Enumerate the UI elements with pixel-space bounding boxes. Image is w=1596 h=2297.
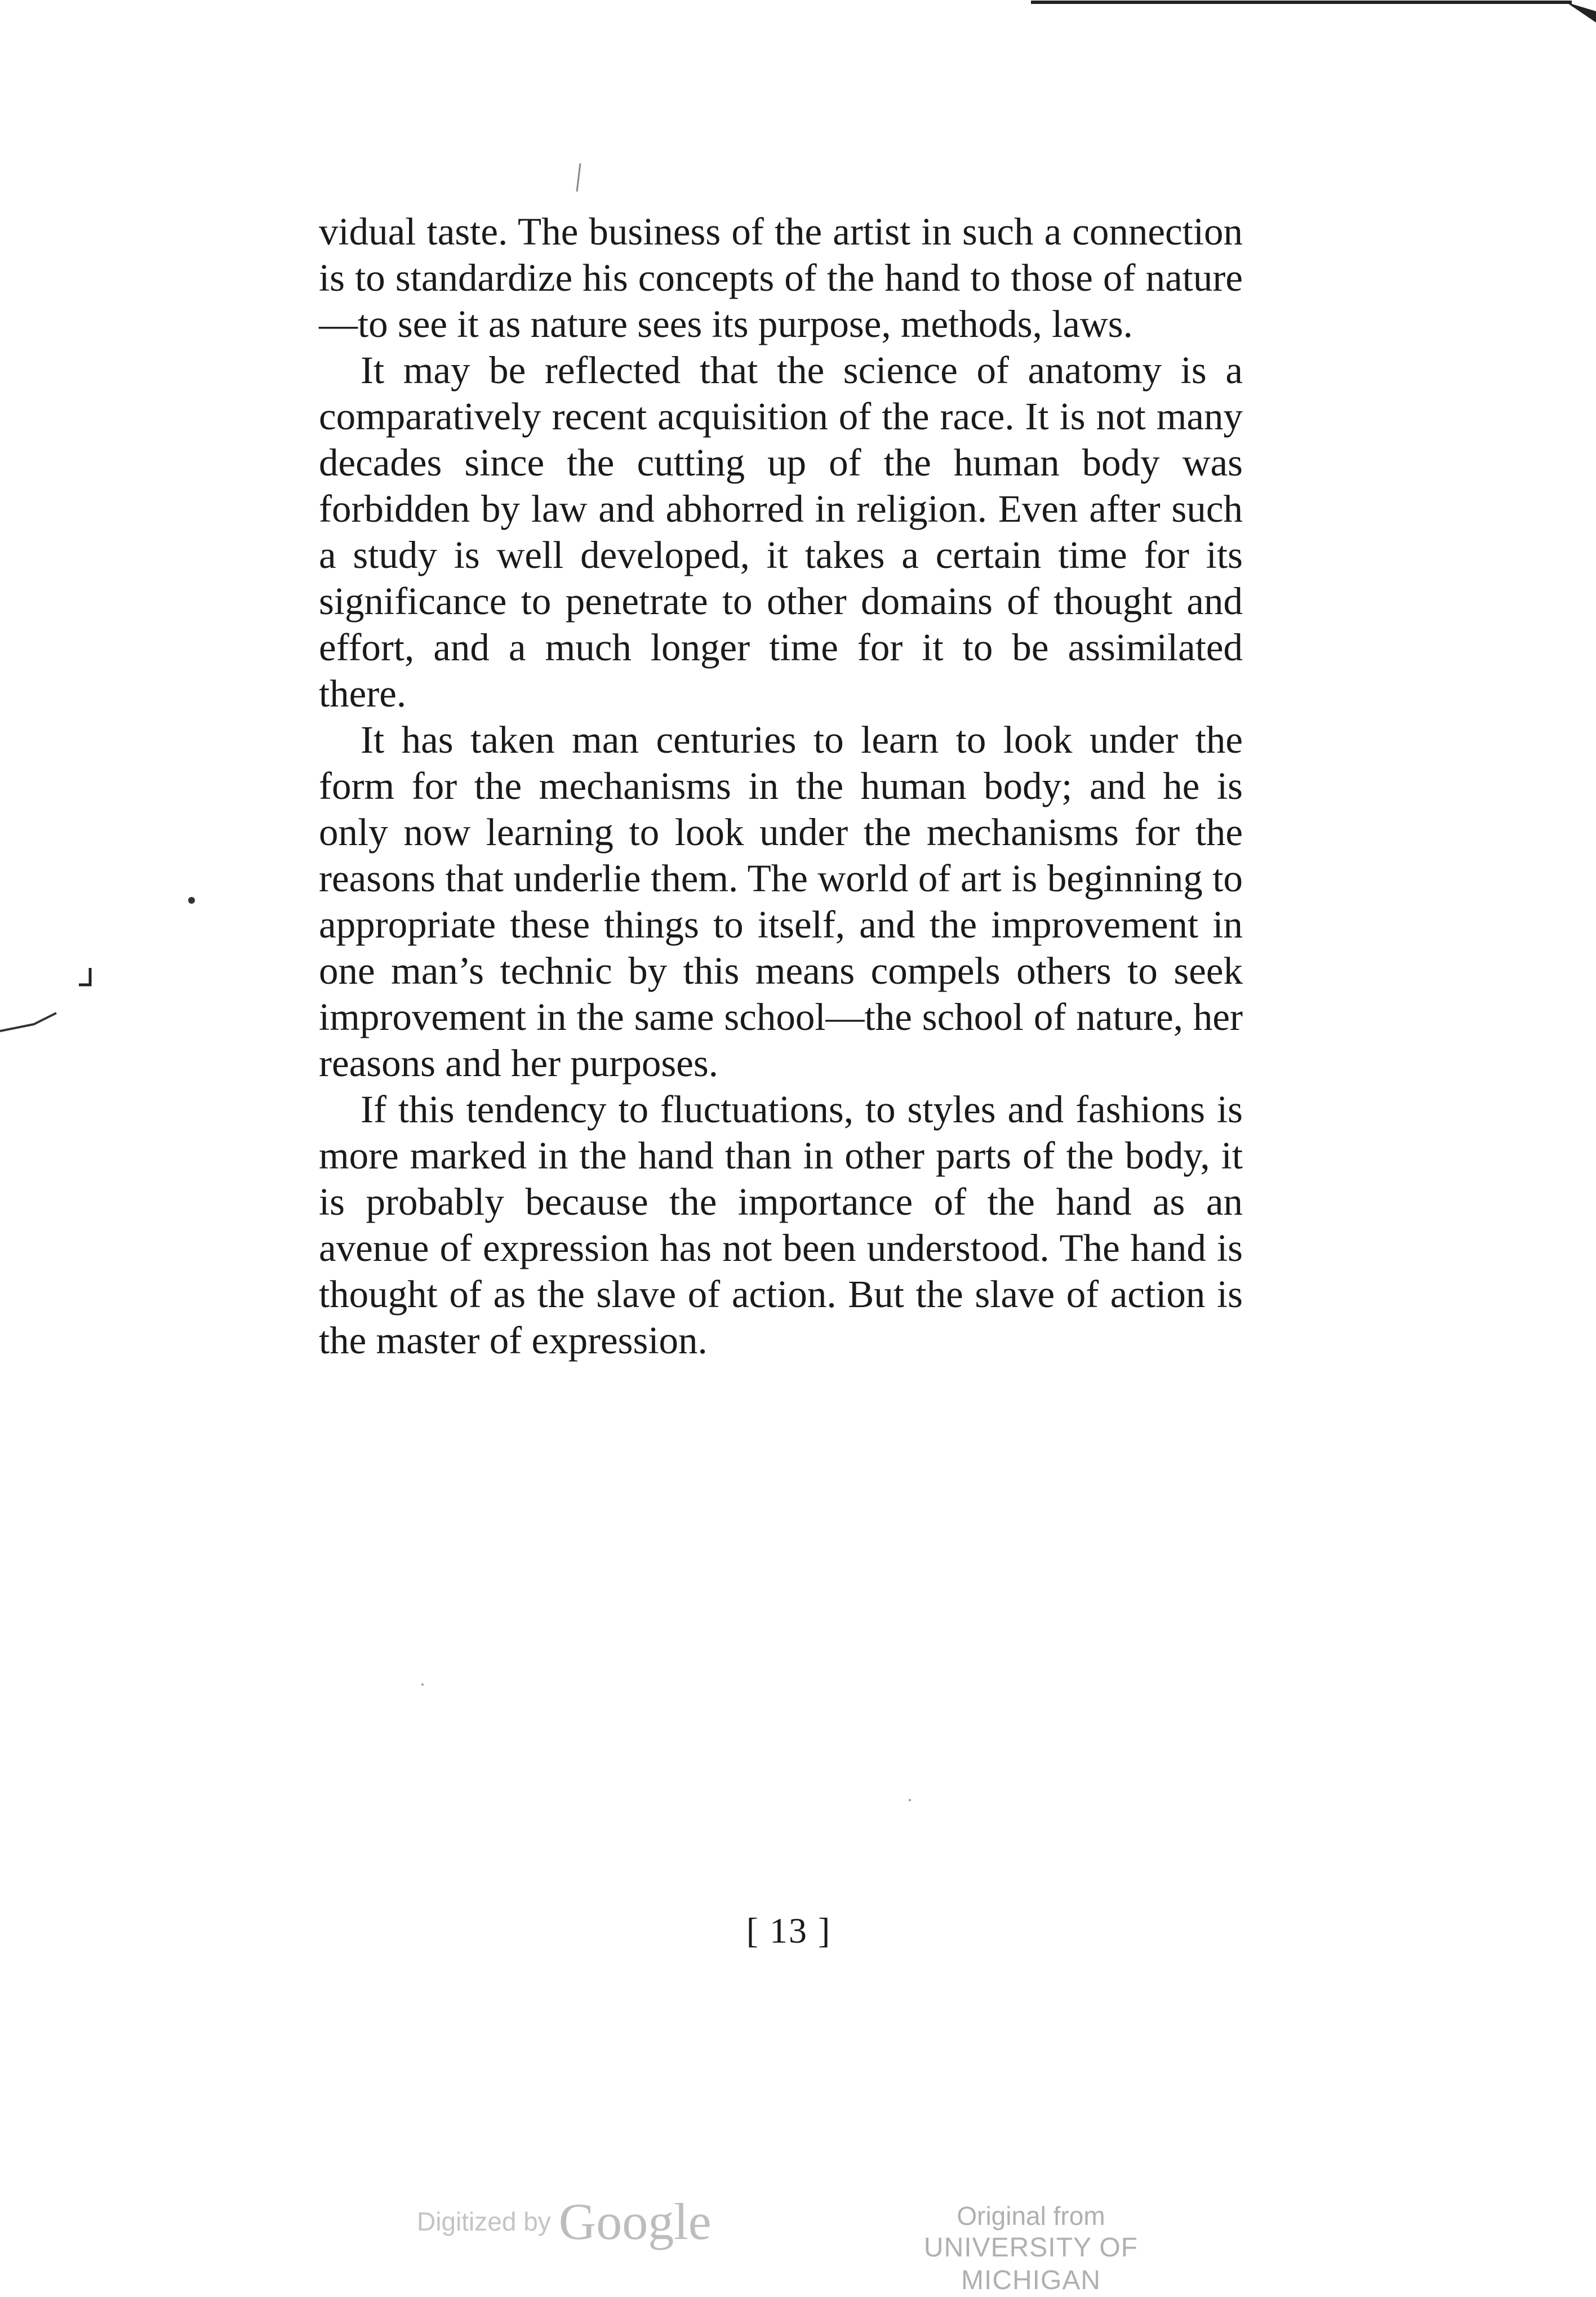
digitized-by-label: Digitized by <box>417 2207 551 2236</box>
original-from-watermark <box>862 2200 1200 2297</box>
institution-name: UNIVERSITY OF MICHIGAN <box>923 2233 1139 2295</box>
pencil-mark-top <box>577 163 580 192</box>
paragraph-3: It has taken man centuries to learn to look under the form for the mechanisms in the human body; and he is only now learning to look under the mechanisms for the reasons that underlie them. The world of art is beginning to appropriate these things to itself, and the improvement in one man’s technic by this means compels others to seek improvement in the same school—the school of nature, her reasons and her purposes. <box>319 718 1243 1085</box>
paragraph-2: It may be reflected that the science of anatomy is a comparatively recent acquisition of the race. It is not many decades since the cutting up of the human body was forbidden by law and abhorred in religion. Even after such a study is well developed, it takes a certain time for its significance to penetrate to other domains of thought and effort, and a much longer time for it to be assimilated there. <box>319 349 1243 715</box>
paragraph-1: vidual taste. The business of the artist in such a connection is to standardize his concepts of the hand to those of nature—to see it as nature sees its purpose, methods, laws. <box>319 210 1243 345</box>
stray-speck <box>421 1683 424 1686</box>
body-text <box>319 208 1243 1363</box>
stray-dot <box>188 897 195 904</box>
margin-mark-j <box>79 968 90 985</box>
digitized-by-google-watermark <box>417 2192 766 2254</box>
top-right-corner-mark <box>1566 2 1596 23</box>
page-number: [ 13 ] <box>746 1911 832 1951</box>
google-logo: Google <box>558 2193 712 2250</box>
margin-mark-arrow <box>0 1013 56 1031</box>
original-from-label: Original from <box>957 2201 1105 2231</box>
stray-speck-2 <box>909 1799 911 1801</box>
paragraph-4: If this tendency to fluctuations, to styles and fashions is more marked in the hand than in other parts of the body, it is probably because the importance of the hand as an avenue of expression has not been understood. The hand is thought of as the slave of action. But the slave of action is the master of expression. <box>319 1088 1243 1362</box>
